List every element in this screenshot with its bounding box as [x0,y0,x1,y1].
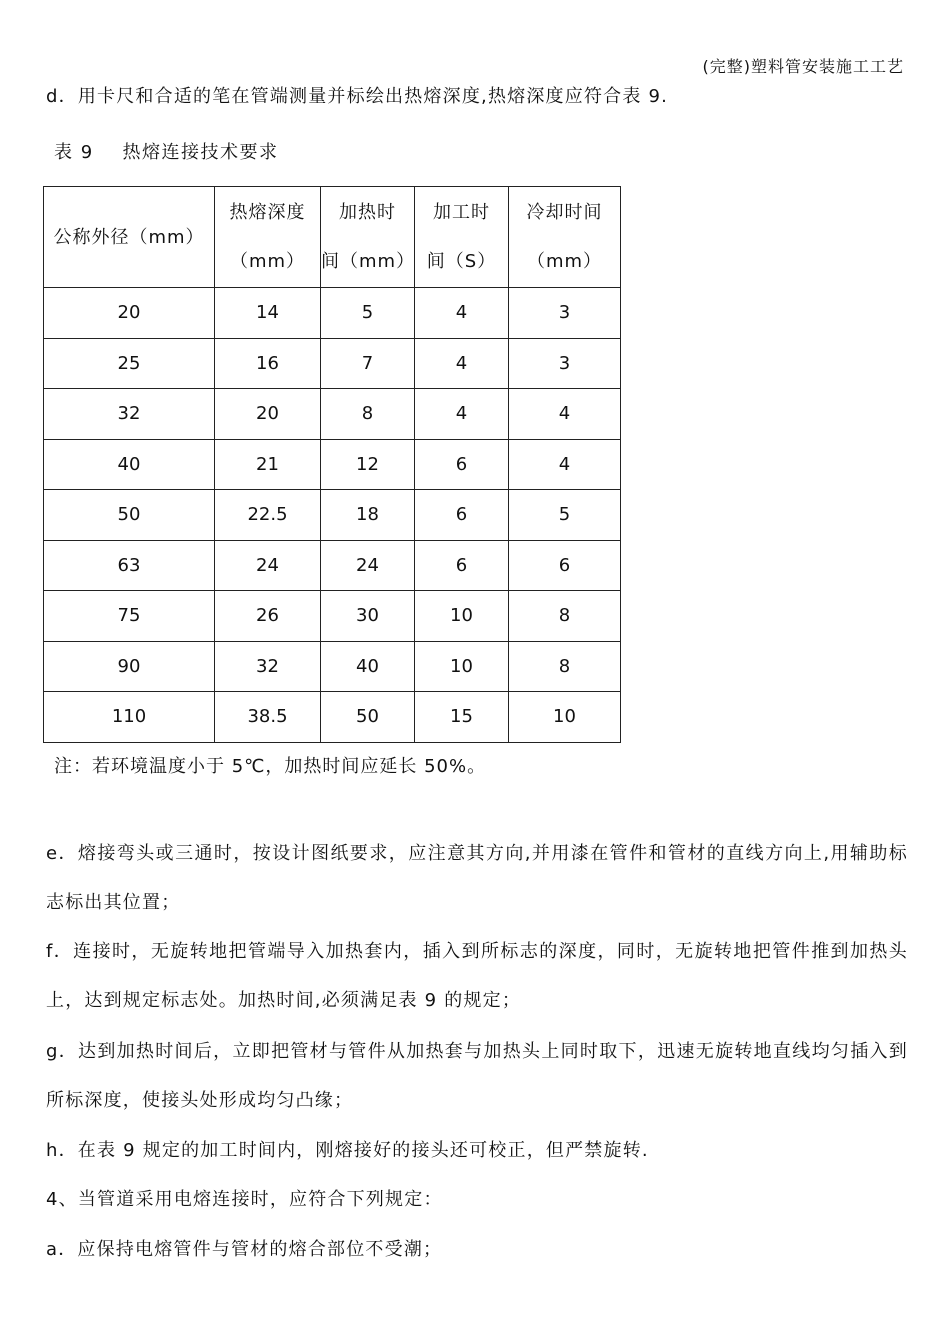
table-cell: 63 [44,540,215,591]
table-cell: 18 [321,490,415,541]
header-cell: 加工时 间（S） [415,187,509,288]
table-cell: 24 [215,540,321,591]
table-cell: 7 [321,338,415,389]
paragraph-d: d．用卡尺和合适的笔在管端测量并标绘出热熔深度,热熔深度应符合表 9. [46,86,669,107]
table-cell: 110 [44,692,215,743]
header-cell: 热熔深度 （mm） [215,187,321,288]
paragraph-h: h．在表 9 规定的加工时间内，刚熔接好的接头还可校正，但严禁旋转. [46,1140,649,1161]
table-row [44,338,621,389]
table-cell: 50 [321,692,415,743]
table-cell: 38.5 [215,692,321,743]
table-cell: 40 [321,641,415,692]
paragraph-4: 4、当管道采用电熔连接时，应符合下列规定： [46,1189,443,1210]
header-cell: 公称外径（mm） [44,187,215,288]
table-cell: 4 [509,389,621,440]
table-cell: 6 [509,540,621,591]
table-cell: 25 [44,338,215,389]
paragraph-e: e．熔接弯头或三通时，按设计图纸要求，应注意其方向,并用漆在管件和管材的直线方向上,用辅助标志标出其位置； [46,843,908,913]
paragraph-g: g．达到加热时间后，立即把管材与管件从加热套与加热头上同时取下，迅速无旋转地直线均匀插入到所标深度，使接头处形成均匀凸缘； [46,1041,908,1111]
table-cell: 32 [44,389,215,440]
table-cell: 12 [321,439,415,490]
table-cell: 4 [509,439,621,490]
table-cell: 90 [44,641,215,692]
table-cell: 32 [215,641,321,692]
table-cell: 40 [44,439,215,490]
table-cell: 8 [509,641,621,692]
table-cell: 10 [415,591,509,642]
table-row [44,641,621,692]
table-cell: 30 [321,591,415,642]
table-header-row [44,187,621,288]
table-cell: 3 [509,338,621,389]
header-cell: 加热时 间（mm） [321,187,415,288]
table-note: 注：若环境温度小于 5℃，加热时间应延长 50%。 [54,756,487,777]
table-cell: 8 [321,389,415,440]
table-cell: 50 [44,490,215,541]
table-cell: 20 [44,288,215,339]
table-caption: 表 9 热熔连接技术要求 [54,142,279,163]
table-cell: 8 [509,591,621,642]
table-row [44,439,621,490]
table-row [44,490,621,541]
page-header: (完整)塑料管安装施工工艺 [702,57,904,76]
table-cell: 24 [321,540,415,591]
table-cell: 5 [509,490,621,541]
table-cell: 10 [509,692,621,743]
table-cell: 5 [321,288,415,339]
table-cell: 4 [415,288,509,339]
table-row [44,692,621,743]
table-row [44,389,621,440]
table-cell: 4 [415,338,509,389]
table-row [44,288,621,339]
table-cell: 26 [215,591,321,642]
table-cell: 75 [44,591,215,642]
paragraph-f: f．连接时，无旋转地把管端导入加热套内，插入到所标志的深度，同时，无旋转地把管件推到加热头上，达到规定标志处。加热时间,必须满足表 9 的规定； [46,941,908,1011]
header-cell: 冷却时间 （mm） [509,187,621,288]
table-cell: 10 [415,641,509,692]
table-cell: 22.5 [215,490,321,541]
table-cell: 6 [415,439,509,490]
table-cell: 14 [215,288,321,339]
table-cell: 3 [509,288,621,339]
table-cell: 15 [415,692,509,743]
table-cell: 16 [215,338,321,389]
table-cell: 6 [415,490,509,541]
table-cell: 21 [215,439,321,490]
table-cell: 20 [215,389,321,440]
paragraph-a: a．应保持电熔管件与管材的熔合部位不受潮； [46,1239,443,1260]
table-cell: 6 [415,540,509,591]
table-row [44,591,621,642]
table-cell: 4 [415,389,509,440]
hot-melt-spec-table [43,186,621,743]
table-row [44,540,621,591]
